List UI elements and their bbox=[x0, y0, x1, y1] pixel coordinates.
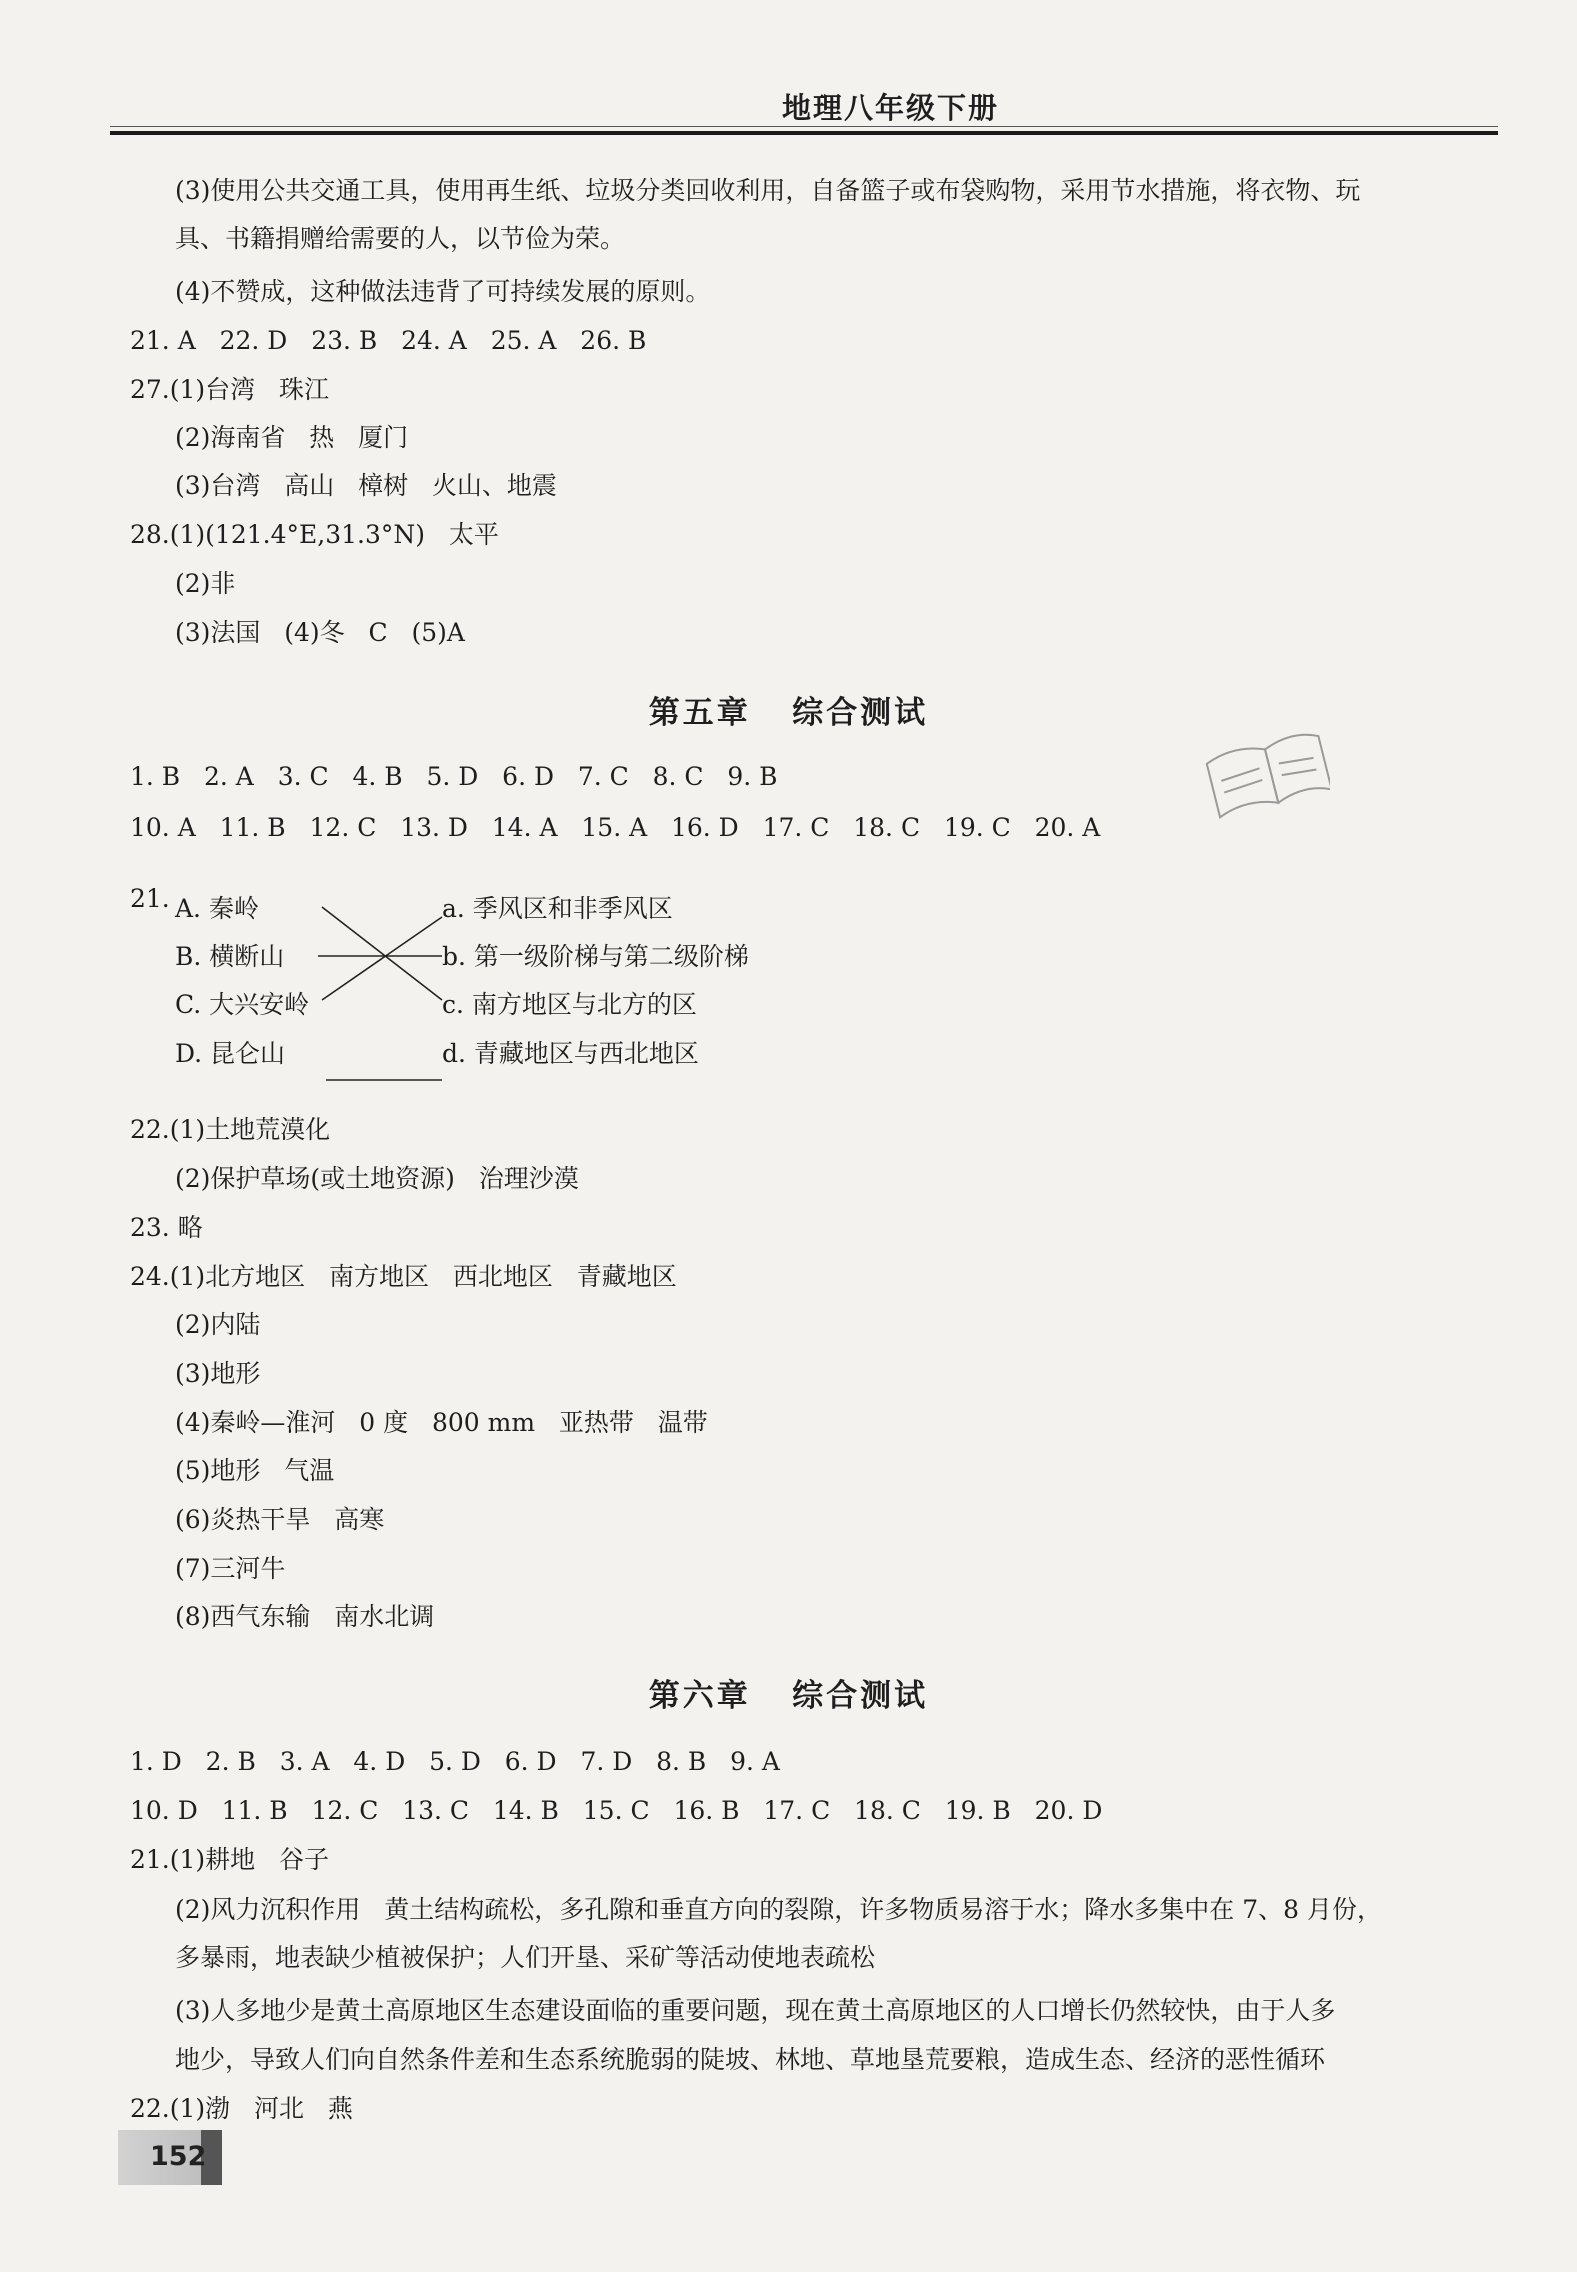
answer-line: 28.(1)(121.4°E,31.3°N) 太平 bbox=[130, 520, 499, 549]
answer-line: (8)西气东输 南水北调 bbox=[175, 1602, 435, 1631]
match-line bbox=[322, 907, 442, 1000]
header-rule-thin bbox=[110, 126, 1498, 127]
answer-line: (3)地形 bbox=[175, 1359, 261, 1388]
answer-line: (5)地形 气温 bbox=[175, 1456, 335, 1485]
match-left-item: C. 大兴安岭 bbox=[175, 990, 310, 1019]
mc-answer-row: 10. A 11. B 12. C 13. D 14. A 15. A 16. D 17. C 18. C 19. C 20. A bbox=[130, 813, 1101, 842]
match-right-item: a. 季风区和非季风区 bbox=[442, 894, 673, 923]
answer-line: 22.(1)渤 河北 燕 bbox=[130, 2094, 353, 2123]
page-number: 152 bbox=[150, 2141, 207, 2172]
match-right-item: c. 南方地区与北方的区 bbox=[442, 990, 697, 1019]
answer-line: 24.(1)北方地区 南方地区 西北地区 青藏地区 bbox=[130, 1262, 677, 1291]
matching-lines bbox=[300, 895, 460, 1095]
mc-answer-row: 10. D 11. B 12. C 13. C 14. B 15. C 16. B 17. C 18. C 19. B 20. D bbox=[130, 1796, 1103, 1825]
answer-line: 具、书籍捐赠给需要的人，以节俭为荣。 bbox=[175, 224, 626, 253]
match-right-item: b. 第一级阶梯与第二级阶梯 bbox=[442, 942, 749, 971]
answer-line: (6)炎热干旱 高寒 bbox=[175, 1505, 385, 1534]
answer-line: 27.(1)台湾 珠江 bbox=[130, 375, 330, 404]
answer-line: (2)风力沉积作用 黄土结构疏松，多孔隙和垂直方向的裂隙，许多物质易溶于水；降水多集中在 7、8 月份， bbox=[175, 1895, 1382, 1924]
question-number: 21. bbox=[130, 884, 170, 913]
answer-line: 23. 略 bbox=[130, 1213, 203, 1242]
answer-line: (2)海南省 热 厦门 bbox=[175, 423, 409, 452]
match-left-item: B. 横断山 bbox=[175, 942, 285, 971]
mc-answer-row: 1. D 2. B 3. A 4. D 5. D 6. D 7. D 8. B 9. A bbox=[130, 1747, 780, 1776]
answer-line: (2)非 bbox=[175, 569, 236, 598]
answer-line: (3)使用公共交通工具，使用再生纸、垃圾分类回收利用，自备篮子或布袋购物，采用节水措施，将衣物、玩 bbox=[175, 176, 1361, 205]
header-rule-thick bbox=[110, 131, 1498, 135]
match-left-item: A. 秦岭 bbox=[175, 894, 259, 923]
answer-line: (2)保护草场(或土地资源) 治理沙漠 bbox=[175, 1164, 579, 1193]
chapter6-heading: 第六章 综合测试 bbox=[648, 1678, 929, 1714]
page-header-title: 地理八年级下册 bbox=[782, 91, 1000, 125]
answer-line: (3)法国 (4)冬 C (5)A bbox=[175, 618, 465, 647]
chapter5-heading: 第五章 综合测试 bbox=[648, 695, 929, 731]
mc-answer-row: 1. B 2. A 3. C 4. B 5. D 6. D 7. C 8. C 9. B bbox=[130, 762, 778, 791]
answer-line: 地少，导致人们向自然条件差和生态系统脆弱的陡坡、林地、草地垦荒要粮，造成生态、经济的恶性循环 bbox=[175, 2045, 1326, 2074]
answer-line: 多暴雨，地表缺少植被保护；人们开垦、采矿等活动使地表疏松 bbox=[175, 1943, 876, 1972]
match-left-item: D. 昆仑山 bbox=[175, 1039, 286, 1068]
answer-line: (7)三河牛 bbox=[175, 1554, 286, 1583]
answer-line: (3)台湾 高山 樟树 火山、地震 bbox=[175, 471, 557, 500]
answer-line: (4)秦岭—淮河 0 度 800 mm 亚热带 温带 bbox=[175, 1408, 708, 1437]
answer-line: (3)人多地少是黄土高原地区生态建设面临的重要问题，现在黄土高原地区的人口增长仍然较快，由于人多 bbox=[175, 1996, 1336, 2025]
homework-stamp-icon bbox=[1200, 720, 1330, 820]
answer-line: (2)内陆 bbox=[175, 1310, 261, 1339]
match-line bbox=[322, 917, 442, 1000]
answer-line: 21.(1)耕地 谷子 bbox=[130, 1845, 330, 1874]
answer-line: 21. A 22. D 23. B 24. A 25. A 26. B bbox=[130, 326, 647, 355]
match-right-item: d. 青藏地区与西北地区 bbox=[442, 1039, 699, 1068]
answer-line: 22.(1)土地荒漠化 bbox=[130, 1115, 331, 1144]
answer-line: (4)不赞成，这种做法违背了可持续发展的原则。 bbox=[175, 277, 711, 306]
